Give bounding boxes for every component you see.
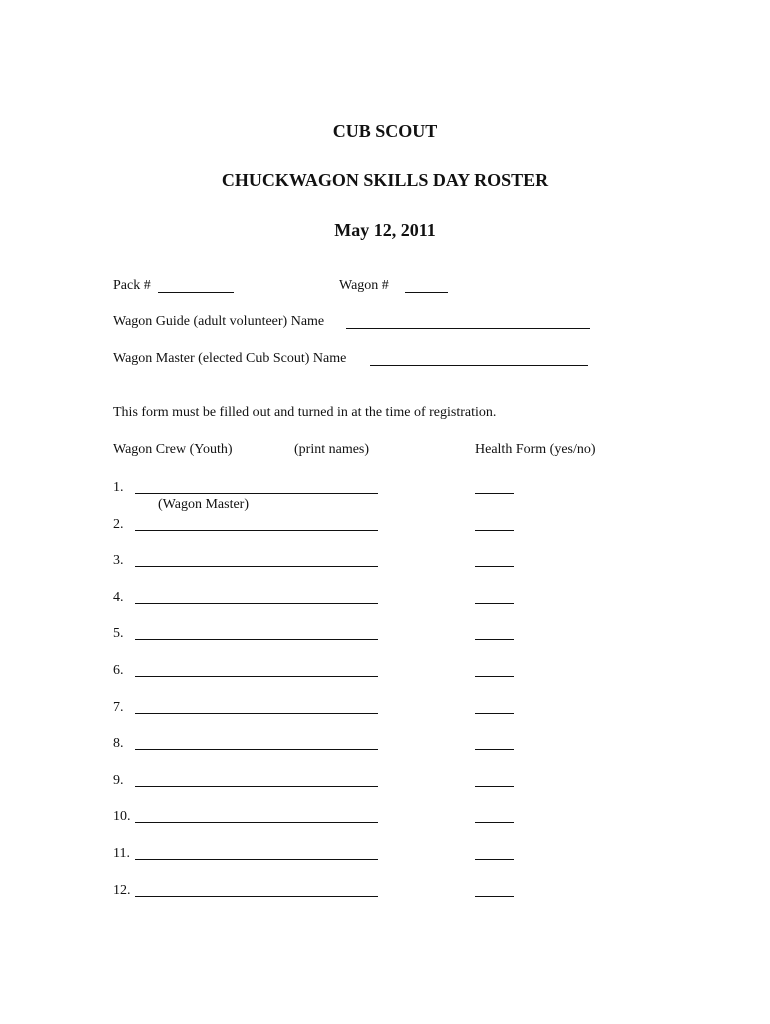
roster-name-field[interactable] (135, 530, 378, 531)
roster-row-number: 4. (113, 590, 124, 605)
roster-row-number: 7. (113, 700, 124, 715)
roster-health-field[interactable] (475, 713, 514, 714)
roster-row-number: 1. (113, 480, 124, 495)
column-header-health: Health Form (yes/no) (475, 442, 596, 457)
roster-row-number: 3. (113, 553, 124, 568)
roster-name-field[interactable] (135, 786, 378, 787)
roster-row-number: 9. (113, 773, 124, 788)
roster-name-field[interactable] (135, 713, 378, 714)
wagon-label: Wagon # (339, 278, 389, 293)
roster-name-field[interactable] (135, 822, 378, 823)
instruction-text: This form must be filled out and turned in at the time of registration. (113, 405, 497, 420)
roster-health-field[interactable] (475, 822, 514, 823)
wagon-master-label: Wagon Master (elected Cub Scout) Name (113, 351, 347, 366)
roster-health-field[interactable] (475, 493, 514, 494)
roster-name-field[interactable] (135, 749, 378, 750)
roster-row-number: 5. (113, 626, 124, 641)
roster-row-number: 6. (113, 663, 124, 678)
roster-name-field[interactable] (135, 896, 378, 897)
wagon-guide-field[interactable] (346, 328, 590, 329)
roster-name-field[interactable] (135, 603, 378, 604)
roster-health-field[interactable] (475, 530, 514, 531)
roster-health-field[interactable] (475, 676, 514, 677)
roster-name-field[interactable] (135, 493, 378, 494)
roster-name-field[interactable] (135, 566, 378, 567)
roster-row-number: 2. (113, 517, 124, 532)
roster-row-number: 12. (113, 883, 131, 898)
form-title-line2: CHUCKWAGON SKILLS DAY ROSTER (221, 170, 549, 190)
roster-health-field[interactable] (475, 859, 514, 860)
wagon-guide-label: Wagon Guide (adult volunteer) Name (113, 314, 325, 329)
roster-health-field[interactable] (475, 786, 514, 787)
form-date: May 12, 2011 (334, 220, 436, 240)
pack-label: Pack # (113, 278, 151, 293)
roster-row-number: 8. (113, 736, 124, 751)
roster-row-number: 10. (113, 809, 131, 824)
roster-name-field[interactable] (135, 639, 378, 640)
column-header-print: (print names) (294, 442, 370, 457)
column-header-crew: Wagon Crew (Youth) (113, 442, 233, 457)
roster-health-field[interactable] (475, 603, 514, 604)
roster-health-field[interactable] (475, 749, 514, 750)
roster-health-field[interactable] (475, 639, 514, 640)
pack-field[interactable] (158, 292, 234, 293)
wagon-master-field[interactable] (370, 365, 588, 366)
roster-health-field[interactable] (475, 566, 514, 567)
roster-name-field[interactable] (135, 859, 378, 860)
roster-health-field[interactable] (475, 896, 514, 897)
form-title-line1: CUB SCOUT (332, 121, 438, 141)
roster-row-number: 11. (113, 846, 130, 861)
roster-name-field[interactable] (135, 676, 378, 677)
wagon-field[interactable] (405, 292, 448, 293)
wagon-master-note: (Wagon Master) (158, 497, 250, 512)
